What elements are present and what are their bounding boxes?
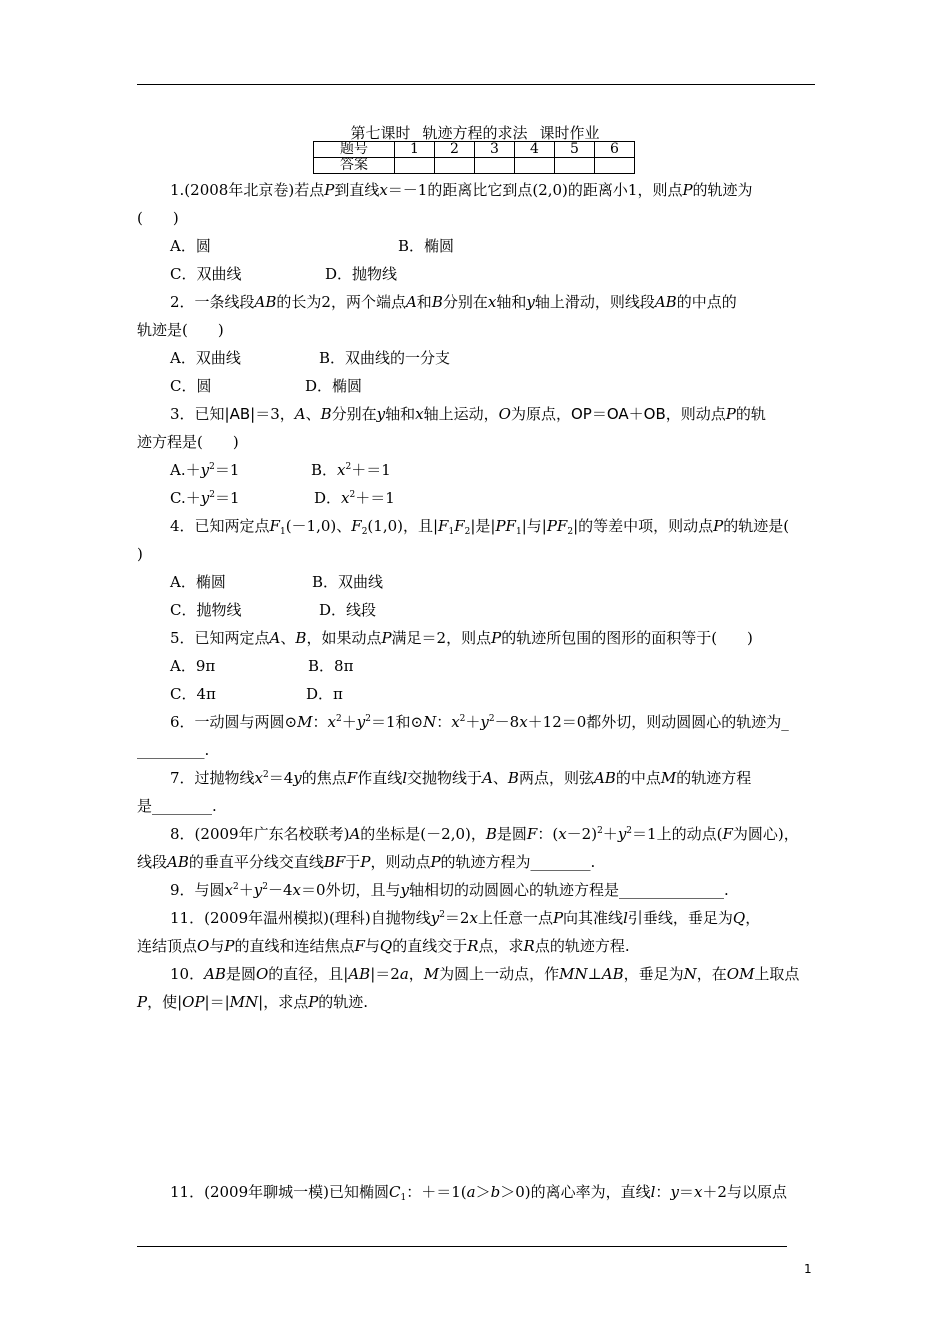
answer-cell[interactable] — [595, 158, 635, 174]
answer-cell[interactable] — [515, 158, 555, 174]
question-3-text-cont: 迹方程是( ) — [137, 433, 239, 451]
question-4-option-d: D．线段 — [319, 601, 377, 619]
table-row — [314, 142, 635, 158]
question-3-option-b: B．$x^2+=1$ — [311, 461, 391, 479]
question-8-text-cont: 线段AB的垂直平分线交直线BF于P，则动点P的轨迹方程为________. — [137, 853, 596, 871]
question-1-option-d: D．抛物线 — [325, 265, 398, 283]
question-3-option-a: $A.+y^2=1$ — [170, 461, 240, 479]
question-2-option-b: B．双曲线的一分支 — [319, 349, 451, 367]
question-3-option-c: $C.+y^2=1$ — [170, 489, 240, 507]
question-4-option-a: A．椭圆 — [170, 573, 226, 591]
question-3-text: 3．已知|AB|＝3，A、B分别在y轴和x轴上运动，O为原点，OP＝OA＋OB，则动点P的轨 — [170, 405, 766, 423]
question-number-cell: 6 — [595, 142, 635, 158]
page-number: 1 — [804, 1262, 812, 1276]
table-header-cell: 题号 — [314, 142, 395, 158]
question-5-option-c: C．4π — [170, 685, 216, 703]
question-5-option-d: D．π — [306, 685, 343, 703]
question-5-text: 5．已知两定点A、B，如果动点P满足＝2，则点P的轨迹所包围的图形的面积等于( ) — [170, 629, 753, 647]
question-8-text: 8．(2009年广东名校联考)A的坐标是(－2,0)，B是圆F：$(x-2)^2+y^2=1$上的动点(F为圆心)， — [170, 825, 799, 843]
question-3-option-d: D．$x^2+=1$ — [314, 489, 395, 507]
footer-rule — [137, 1246, 787, 1247]
table-header-cell: 答案 — [314, 158, 395, 174]
question-10-text-cont: P，使|OP|＝|MN|，求点P的轨迹. — [137, 993, 369, 1011]
question-10-text: 10．AB是圆O的直径，且|AB|＝2a，M为圆上一动点，作MN⊥AB，垂足为N，在OM上取点 — [170, 965, 800, 983]
question-number-cell: 3 — [475, 142, 515, 158]
question-1-option-c: C．双曲线 — [170, 265, 242, 283]
answer-cell[interactable] — [435, 158, 475, 174]
question-1-option-a: A．圆 — [170, 237, 211, 255]
question-2-text: 2．一条线段AB的长为2，两个端点A和B分别在x轴和y轴上滑动，则线段AB的中点的 — [170, 293, 737, 311]
page-title: 第七课时 轨迹方程的求法 课时作业 — [350, 124, 600, 142]
question-1-paren: ( ) — [137, 209, 179, 227]
question-5-option-a: A．9π — [170, 657, 216, 675]
question-11-wenzhou-text-cont: 连结顶点O与P的直线和连结焦点F与Q的直线交于R点，求R点的轨迹方程. — [137, 937, 630, 955]
question-1-option-b: B．椭圆 — [398, 237, 455, 255]
question-number-cell: 2 — [435, 142, 475, 158]
question-11-wenzhou-text: 11．(2009年温州模拟)(理科)自抛物线$y^2=2x$上任意一点P向其准线l引垂线，垂足为Q， — [170, 909, 761, 927]
question-6-answer-blank: _________. — [137, 741, 210, 759]
answer-table — [313, 141, 635, 174]
question-4-option-c: C．抛物线 — [170, 601, 242, 619]
answer-cell[interactable] — [395, 158, 435, 174]
question-7-text: 7．过抛物线$x^2=4y$的焦点F作直线l交抛物线于A、B两点，则弦AB的中点M的轨迹方程 — [170, 769, 752, 787]
answer-cell[interactable] — [475, 158, 515, 174]
table-row — [314, 158, 635, 174]
question-2-option-c: C．圆 — [170, 377, 212, 395]
question-4-option-b: B．双曲线 — [312, 573, 384, 591]
question-number-cell: 5 — [555, 142, 595, 158]
answer-cell[interactable] — [555, 158, 595, 174]
question-4-text: 4．已知两定点$F_1(-1,0)$、$F_2(1,0)$，且$|F_1F_2|$是$|PF_1|$与$|PF_2|$的等差中项，则动点P的轨迹是( — [170, 517, 790, 537]
question-11-liaocheng-text: 11．(2009年聊城一模)已知椭圆$C_1$：＋＝1(a＞b＞0)的离心率为，直线l：y＝x＋2与以原点 — [170, 1183, 787, 1203]
header-rule — [137, 84, 815, 85]
question-2-text-cont: 轨迹是( ) — [137, 321, 224, 339]
question-1-text: 1.(2008年北京卷)若点P到直线x＝－1的距离比它到点(2,0)的距离小1，则点P的轨迹为 — [170, 181, 753, 199]
question-number-cell: 4 — [515, 142, 555, 158]
question-number-cell: 1 — [395, 142, 435, 158]
question-9-text: 9．与圆$x^2+y^2-4x=0$外切，且与y轴相切的动圆圆心的轨迹方程是______________. — [170, 881, 729, 899]
question-2-option-d: D．椭圆 — [305, 377, 363, 395]
question-2-option-a: A．双曲线 — [170, 349, 241, 367]
question-5-option-b: B．8π — [308, 657, 354, 675]
question-7-answer-blank: 是________. — [137, 797, 217, 815]
question-4-text-cont: ) — [137, 545, 143, 563]
question-6-text: 6．一动圆与两圆⊙M：$x^2+y^2=1$和⊙N：$x^2+y^2-8x+12=0$都外切，则动圆圆心的轨迹为_ — [170, 713, 789, 731]
